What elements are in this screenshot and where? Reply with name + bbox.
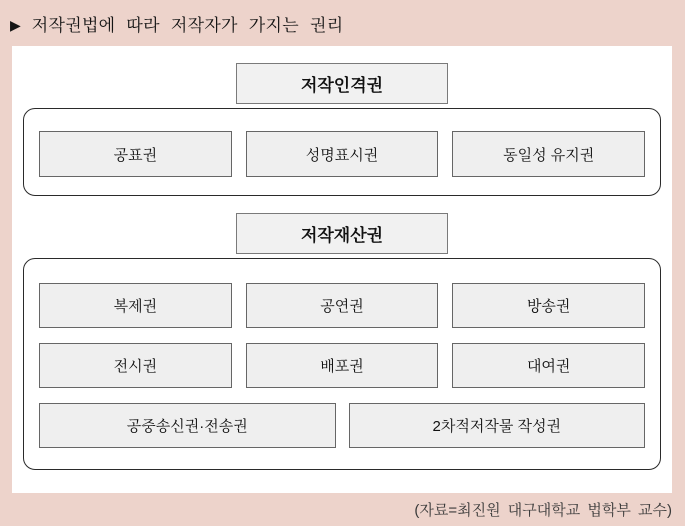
source-caption: (자료=최진원 대구대학교 법학부 교수) (414, 502, 672, 519)
group-title-moral-rights: 저작인격권 (236, 63, 448, 104)
page-header (10, 11, 343, 36)
property-rights-row-3 (39, 403, 645, 448)
bullet-arrow-icon: ▶ (10, 16, 21, 33)
property-rights-row-2 (39, 343, 645, 388)
group-title-property-rights: 저작재산권 (236, 213, 448, 254)
group-property-rights (12, 213, 672, 470)
property-rights-row-1 (39, 283, 645, 328)
right-item-derivative-works: 2차적저작물 작성권 (349, 403, 646, 448)
group-moral-rights (12, 63, 672, 196)
right-item-publication: 공표권 (39, 131, 232, 177)
right-item-performance: 공연권 (246, 283, 439, 328)
right-item-public-transmission: 공중송신권·전송권 (39, 403, 336, 448)
right-item-attribution: 성명표시권 (246, 131, 439, 177)
right-item-broadcasting: 방송권 (452, 283, 645, 328)
right-item-rental: 대여권 (452, 343, 645, 388)
right-item-exhibition: 전시권 (39, 343, 232, 388)
diagram-panel (12, 46, 672, 493)
right-item-reproduction: 복제권 (39, 283, 232, 328)
group-box-property-rights (23, 258, 661, 470)
right-item-distribution: 배포권 (246, 343, 439, 388)
page-title: 저작권법에 따라 저작자가 가지는 권리 (31, 16, 344, 35)
right-item-integrity: 동일성 유지권 (452, 131, 645, 177)
moral-rights-row (39, 131, 645, 177)
group-box-moral-rights (23, 108, 661, 196)
